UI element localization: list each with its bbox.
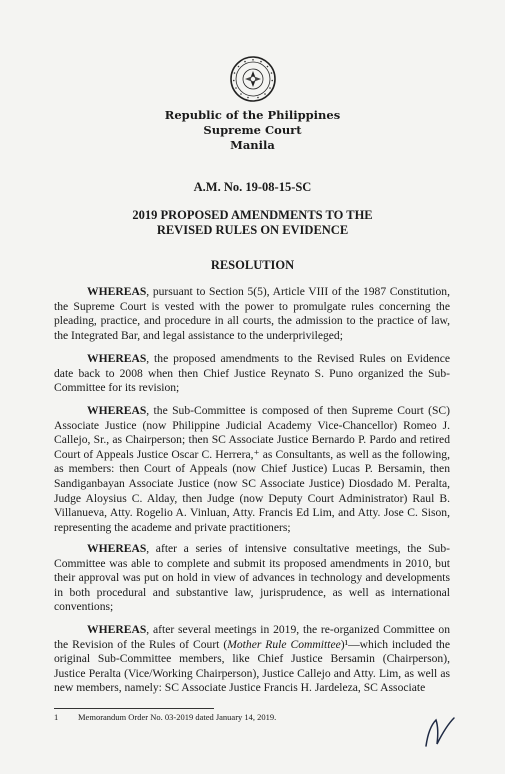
mother-rule-committee-term: Mother Rule Committee	[227, 637, 341, 651]
handwritten-initial-signature-icon	[420, 714, 460, 750]
whereas-paragraph-2	[54, 352, 450, 396]
footnote-text: Memorandum Order No. 03-2019 dated January 14, 2019.	[78, 712, 277, 722]
letterhead-country: Republic of the Philippines	[164, 108, 341, 122]
whereas-paragraph-1	[54, 285, 450, 343]
whereas-lead: WHEREAS	[87, 285, 147, 298]
footnote-divider	[54, 708, 214, 709]
whereas-lead: WHEREAS	[87, 542, 147, 555]
whereas-paragraph-5	[54, 623, 450, 696]
letterhead-city: Manila	[230, 138, 275, 152]
document-title-line2: REVISED RULES ON EVIDENCE	[156, 223, 349, 237]
administrative-matter-number: A.M. No. 19-08-15-SC	[193, 180, 312, 194]
whereas-paragraph-3	[54, 404, 450, 535]
whereas-paragraph-4	[54, 542, 450, 615]
paragraph-text: , pursuant to Section 5(5), Article VIII of the 1987 Constitution, the Supreme Court is vested with the power to promulgate rules concerning the pleading, practice, and procedure in all courts, the admission to the practice of law, the Integrated Bar, and legal assistance to the underprivileged;	[54, 285, 450, 342]
document-title	[0, 208, 505, 238]
letterhead	[0, 108, 505, 153]
whereas-lead: WHEREAS	[87, 623, 147, 636]
paragraph-text: , after a series of intensive consultative meetings, the Sub-Committee was able to complete and submit its proposed amendments in 2010, but their approval was put on hold in view of advances in technology and developments in both procedural and substantive law, jurisprudence, as well as international conventions;	[54, 542, 450, 614]
paragraph-text: , the Sub-Committee is composed of then Supreme Court (SC) Associate Justice (now Philippine Judicial Academy Vice-Chancellor) Romeo J. Callejo, Sr., as Chairperson; then SC Associate Justice Bernardo P. Pardo and retired Court of Appeals Justice Oscar C. Herrera,⁺ as Consultants, as well as the following, as members: then Court of Appeals (now Chief Justice) Lucas P. Bersamin, then Sandiganbayan Associate Justice (now SC Associate Justice) Diosdado M. Peralta, Judge Aloysius C. Alday, then Judge (now Deputy Court Administrator) Raul B. Villanueva, Atty. Rogelio A. Vinluan, Atty. Francis Ed Lim, and Atty. Jose C. Sison, representing the academe and private practitioners;	[54, 404, 450, 534]
paragraph-text: , the proposed amendments to the Revised Rules on Evidence date back to 2008 when then Chief Justice Reynato S. Puno organized the Sub-Committee for its revision;	[54, 352, 450, 395]
footnote-number: 1	[54, 712, 59, 722]
footnote	[54, 712, 276, 722]
letterhead-court: Supreme Court	[203, 123, 302, 137]
resolution-heading: RESOLUTION	[210, 258, 295, 272]
whereas-lead: WHEREAS	[87, 404, 147, 417]
document-title-line1: 2019 PROPOSED AMENDMENTS TO THE	[132, 208, 373, 222]
paragraph-text: )¹—which included the original Sub-Committee members, like Chief Justice Bersamin (Chairperson), Justice Peralta (Vice/Working Chairperson), Justice Callejo and Atty. Lim, as well as new members, namely: SC Associate Justice Francis H. Jardeleza, SC Associate	[54, 637, 450, 695]
paragraph-text: , after several meetings in 2019, the re-organized Committee on the Revision of the Rules of Court (	[54, 623, 450, 651]
supreme-court-seal-icon	[230, 56, 276, 102]
whereas-lead: WHEREAS	[87, 352, 147, 365]
